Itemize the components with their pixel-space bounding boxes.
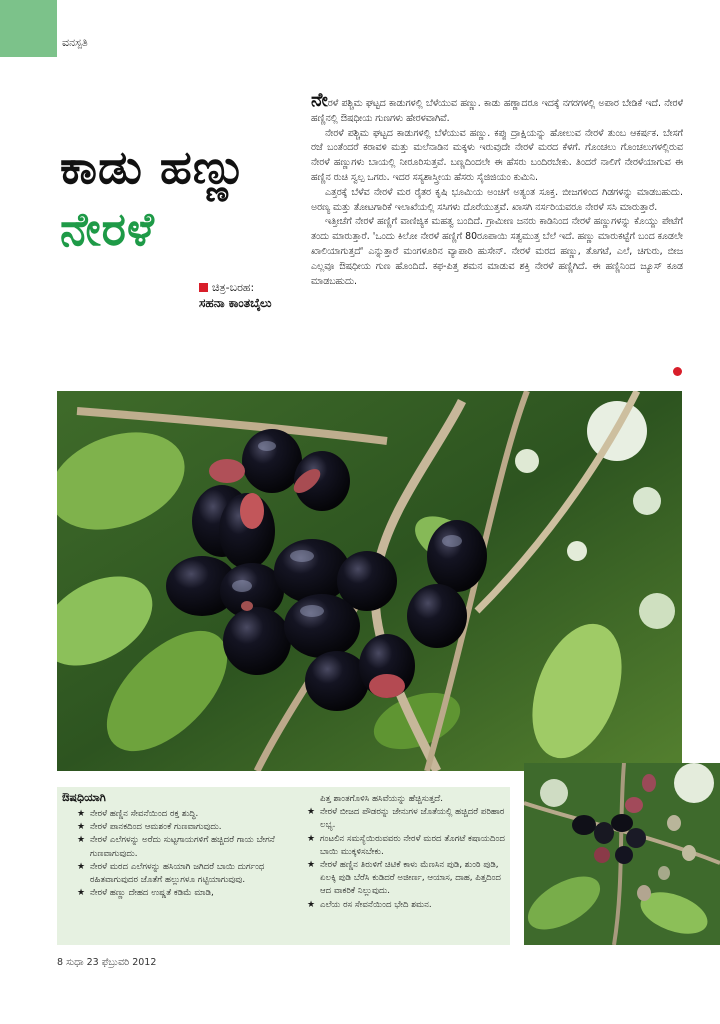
page-footer: 8 ಸುಧಾ 23 ಫೆಬ್ರುವರಿ 2012	[57, 957, 157, 968]
list-item	[307, 806, 505, 832]
list-item	[77, 861, 287, 887]
credit-label	[199, 281, 254, 295]
article-paragraph: ನೇರಳೆ ಪಶ್ಚಿಮ ಘಟ್ಟದ ಕಾಡುಗಳಲ್ಲಿ ಬೆಳೆಯುವ ಹಣ್ಣು. ಕಪ್ಪು ದ್ರಾಕ್ಷಿಯನ್ನು ಹೋಲುವ ನೇರಳೆ ತುಂಬ ಆಕರ್ಷಕ. ಬೇಸಗೆ ರಜೆ ಬಂತೆಂದರೆ ಕರಾವಳಿ ಮತ್ತು ಮಲೆನಾಡಿನ ಮಕ್ಕಳು ಇರುವುದೇ ನೇರಳೆ ಮರದ ಕೆಳಗೆ. ಗೊಂಚಲು ಗೊಂಚಲುಗಳಲ್ಲಿರುವ ನೇರಳೆ ಹಣ್ಣುಗಳು ಬಾಯಲ್ಲಿ ನೀರೂರಿಸುತ್ತವೆ. ಬಣ್ಣದಿಂದಲೇ ಈ ಹೆಸರು ಬಂದಿರಬೇಕು. ತಿಂದರೆ ನಾಲಿಗೆ ನೇರಳೆಯಾಗುವ ಈ ಹಣ್ಣಿನ ರುಚಿ ಸ್ವಲ್ಪ ಒಗರು. ಇದರ ಸಸ್ಯಶಾಸ್ತ್ರೀಯ ಹೆಸರು ಸೈಜಿಜಿಯಂ ಕುಮಿನಿ.	[311, 127, 683, 183]
box-left-column	[77, 808, 287, 900]
star-bullet-icon: ★	[77, 888, 86, 899]
list-item	[77, 821, 287, 834]
list-item-continuation: ಪಿತ್ತ ಶಾಂತಗೊಳಿಸಿ ಹಸಿವೆಯನ್ನು ಹೆಚ್ಚಿಸುತ್ತದೆ.	[320, 794, 443, 804]
title-line-1: ಕಾಡು ಹಣ್ಣು	[60, 140, 248, 194]
section-label: ವನಸ್ಪತಿ	[62, 36, 88, 49]
box-right-column	[307, 793, 505, 912]
list-item-text: ನೇರಳೆ ಹಣ್ಣಿನ ತಿರುಳಿಗೆ ಚಿಟಿಕೆ ಕಾಳು ಮೆಣಸಿನ ಪುಡಿ, ಶುಂಠಿ ಪುಡಿ, ಏಲಕ್ಕಿ ಪುಡಿ ಬೆರೆಸಿ ಕುಡಿದರೆ ಅಜೀರ್ಣ, ಆಯಾಸ, ದಾಹ, ಪಿತ್ತದಿಂದ ಆದ ವಾಕರಿಕೆ ನಿಲ್ಲುವುದು.	[320, 860, 501, 897]
list-item	[77, 887, 287, 900]
article-paragraph: ಎತ್ತರಕ್ಕೆ ಬೆಳೆವ ನೇರಳೆ ಮರ ರೈತರ ಕೃಷಿ ಭೂಮಿಯ ಅಂಚಿಗೆ ಅತ್ಯಂತ ಸೂಕ್ತ. ಬೀಜಗಳಿಂದ ಗಿಡಗಳನ್ನು ಮಾಡಬಹುದು. ಅರಣ್ಯ ಮತ್ತು ತೋಟಗಾರಿಕೆ ಇಲಾಖೆಯಲ್ಲಿ ಸಸಿಗಳು ದೊರೆಯುತ್ತವೆ. ಖಾಸಗಿ ನರ್ಸರಿಯವರೂ ನೇರಳೆ ಸಸಿ ಮಾರುತ್ತಾರೆ.	[311, 186, 683, 213]
list-item	[307, 833, 505, 859]
article-paragraph: ಇತ್ತೀಚೆಗೆ ನೇರಳೆ ಹಣ್ಣಿಗೆ ವಾಣಿಜ್ಯಿಕ ಮಹತ್ವ ಬಂದಿದೆ. ಗ್ರಾಮೀಣ ಜನರು ಕಾಡಿನಿಂದ ನೇರಳೆ ಹಣ್ಣುಗಳನ್ನು ಕೊಯ್ದು ಪೇಟೆಗೆ ತಂದು ಮಾರುತ್ತಾರೆ. 'ಒಂದು ಕಿಲೋ ನೇರಳೆ ಹಣ್ಣಿಗೆ 80ರೂಪಾಯಿ ಸತ್ವಮುತ್ತ ಬೆಲೆ ಇದೆ. ಹಣ್ಣು ಮಾರುಕಟ್ಟೆಗೆ ಬಂದ ಕೂಡಲೇ ಖಾಲಿಯಾಗುತ್ತದೆ' ಎನ್ನುತ್ತಾರೆ ಮಂಗಳೂರಿನ ವ್ಯಾಪಾರಿ ಹುಸೇನ್. ನೇರಳೆ ಮರದ ಹಣ್ಣು, ತೊಗಟೆ, ಎಲೆ, ಚಿಗುರು, ಬೀಜ ಎಲ್ಲವೂ ಔಷಧೀಯ ಗುಣ ಹೊಂದಿದೆ. ಕಫ-ಪಿತ್ತ ಶಮನ ಮಾಡುವ ಶಕ್ತಿ ನೇರಳೆ ಹಣ್ಣಿಗಿದೆ. ಈ ಹಣ್ಣಿನಿಂದ ಜ್ಯೂಸ್ ಕೂಡ ಮಾಡಬಹುದು.	[311, 216, 683, 287]
corner-color-block	[0, 0, 57, 57]
star-bullet-icon: ★	[77, 861, 86, 872]
article-paragraph-text: ರಳೆ ಪಶ್ಚಿಮ ಘಟ್ಟದ ಕಾಡುಗಳಲ್ಲಿ ಬೆಳೆಯುವ ಹಣ್ಣು. ಕಾಡು ಹಣ್ಣಾದರೂ ಇದಕ್ಕೆ ನಗರಗಳಲ್ಲಿ ಅಪಾರ ಬೇಡಿಕೆ ಇದೆ. ನೇರಳೆ ಹಣ್ಣಿನಲ್ಲಿ ಔಷಧೀಯ ಗುಣಗಳು ಹೇರಳವಾಗಿವೆ.	[311, 98, 683, 124]
box-title: ಔಷಧಿಯಾಗಿ	[62, 791, 106, 804]
list-item-text: ಎಲೆಯ ರಸ ಸೇವನೆಯಿಂದ ಭೇದಿ ಶಮನ.	[320, 899, 432, 910]
star-bullet-icon: ★	[307, 899, 316, 910]
main-fruit-photo	[57, 391, 682, 771]
star-bullet-icon: ★	[77, 809, 86, 819]
list-item	[307, 899, 505, 912]
medicinal-uses-box	[57, 787, 510, 945]
article-body	[311, 89, 683, 289]
author-name: ಸಹನಾ ಕಾಂತಬೈಲು	[199, 296, 272, 310]
credit-label-text: ಚಿತ್ರ-ಬರಹ:	[212, 281, 255, 294]
list-item-text: ನೇರಳೆ ಪಾನಕದಿಂದ ಆಮಶಂಕೆ ಗುಣವಾಗುವುದು.	[90, 822, 222, 833]
red-square-icon	[199, 283, 208, 292]
list-item-text: ನೇರಳೆ ಹಣ್ಣಿನ ಸೇವನೆಯಿಂದ ರಕ್ತ ಶುದ್ಧಿ.	[90, 809, 199, 819]
list-item-text: ನೇರಳೆ ಹಣ್ಣು ದೇಹದ ಉಷ್ಣತೆ ಕಡಿಮೆ ಮಾಡಿ,	[90, 888, 214, 899]
drop-cap: ನೇ	[311, 89, 328, 111]
star-bullet-icon: ★	[307, 807, 316, 818]
list-item-text: ನೇರಳೆ ಬೀಜದ ಪೌಡರನ್ನು ಜೇನುಗಳ ಜೊತೆಯಲ್ಲಿ ಹಚ್ಚಿದರೆ ಪರಿಹಾರ ಲಭ್ಯ.	[320, 807, 505, 831]
list-item	[307, 859, 505, 899]
side-fruit-photo	[524, 763, 720, 945]
title-line-2: ನೇರಳೆ	[60, 202, 155, 256]
star-bullet-icon: ★	[307, 833, 316, 844]
star-bullet-icon: ★	[77, 835, 86, 846]
star-bullet-icon: ★	[77, 822, 86, 833]
article-paragraph	[311, 89, 683, 127]
list-item-text: ಗಂಟಲಿನ ಸಮಸ್ಯೆಯಿರುವವರು ನೇರಳೆ ಮರದ ತೊಗಟೆ ಕಷಾಯದಿಂದ ಬಾಯಿ ಮುಕ್ಕಳಿಸಬೇಕು.	[320, 833, 505, 857]
list-item-text: ನೇರಳೆ ಮರದ ಎಲೆಗಳನ್ನು ಹಸಿಯಾಗಿ ಜಗಿದರೆ ಬಾಯಿ ದುರ್ಗಂಧ ರಹಿತವಾಗುವುದರ ಜೊತೆಗೆ ಹಲ್ಲುಗಳೂ ಗಟ್ಟಿಯಾಗುವುವು.	[90, 861, 265, 886]
list-item	[77, 808, 287, 821]
list-item	[77, 834, 287, 860]
star-bullet-icon: ★	[307, 860, 316, 871]
red-dot-icon	[673, 367, 682, 376]
list-item-text: ನೇರಳೆ ಎಲೆಗಳನ್ನು ಅರೆದು ಸುಟ್ಟಗಾಯಗಳಿಗೆ ಹಚ್ಚಿದರೆ ಗಾಯ ಬೇಗನೆ ಗುಣವಾಗುವುದು.	[90, 835, 275, 859]
